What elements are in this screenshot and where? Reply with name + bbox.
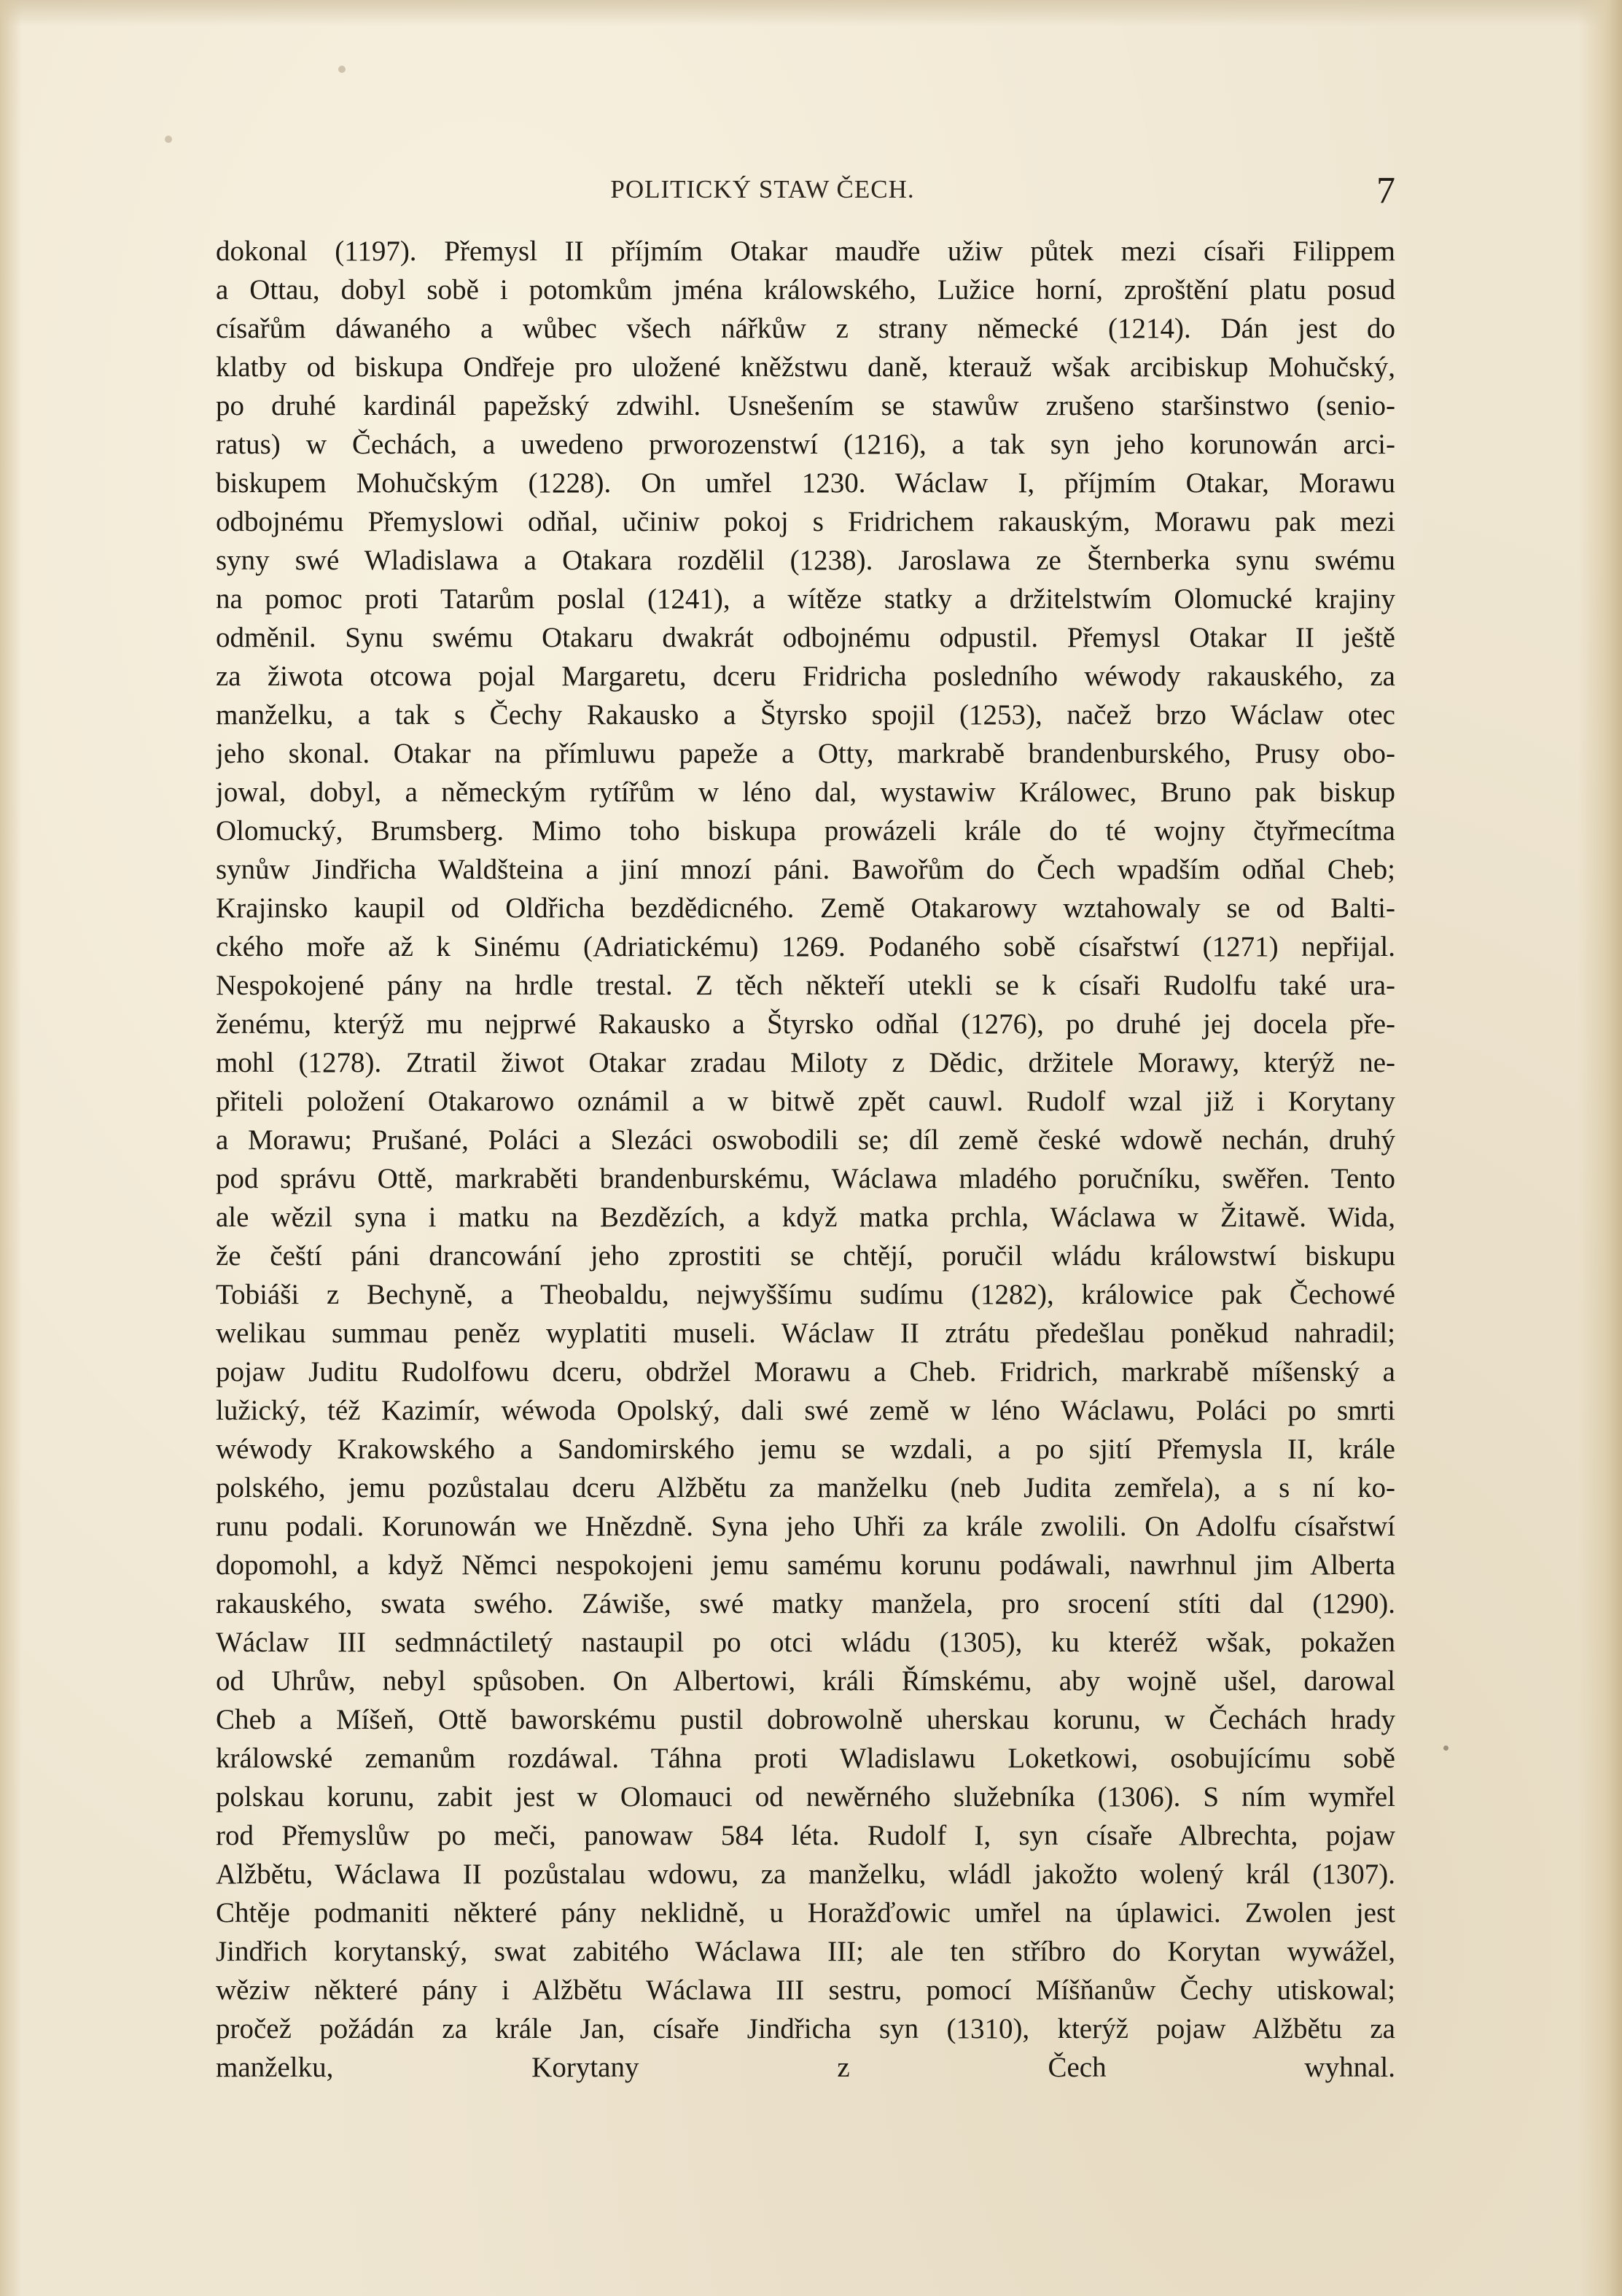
text-line: wěziw některé pány i Alžbětu Wáclawa III sestru, pomocí Míšňanůw Čechy utiskowal; — [216, 1974, 1395, 2006]
text-line: od Uhrůw, nebyl spůsoben. On Albertowi, králi Římskému, aby wojně ušel, darowal — [216, 1665, 1395, 1697]
text-line: jeho skonal. Otakar na přímluwu papeže a Otty, markrabě brandenburského, Prusy obo- — [216, 738, 1395, 769]
text-line: Olomucký, Brumsberg. Mimo toho biskupa prowázeli krále do té wojny čtyřmecítma — [216, 815, 1395, 847]
body-text — [216, 232, 1395, 2125]
text-line: odměnil. Synu swému Otakaru dwakrát odbojnému odpustil. Přemysl Otakar II ještě — [216, 622, 1395, 653]
paper-speck — [338, 66, 346, 73]
page-top-shadow — [0, 0, 1622, 26]
text-line: Krajinsko kaupil od Oldřicha bezdědicného. Země Otakarowy wztahowaly se od Balti- — [216, 892, 1395, 924]
text-line: jowal, dobyl, a německým rytířům w léno dal, wystawiw Králowec, Bruno pak biskup — [216, 777, 1395, 808]
text-line: rakauského, swata swého. Záwiše, swé matky manžela, pro srocení stíti dal (1290). — [216, 1588, 1395, 1619]
text-line: ženému, kterýž mu nejprwé Rakausko a Štyrsko odňal (1276), po druhé jej docela pře- — [216, 1008, 1395, 1040]
text-line: welikau summau peněz wyplatiti museli. Wáclaw II ztrátu předešlau poněkud nahradil; — [216, 1318, 1395, 1349]
text-line: polského, jemu pozůstalau dceru Alžbětu za manželku (neb Judita zemřela), a s ní ko- — [216, 1472, 1395, 1503]
text-line: polskau korunu, zabit jest w Olomauci od newěrného služebníka (1306). S ním wymřel — [216, 1781, 1395, 1813]
running-head — [216, 172, 1395, 216]
text-line: ckého moře až k Sinému (Adriatickému) 1269. Podaného sobě císařstwí (1271) nepřijal. — [216, 931, 1395, 962]
text-line: a Ottau, dobyl sobě i potomkům jména králowského, Lužice horní, zproštění platu posud — [216, 274, 1395, 306]
text-line: rod Přemyslůw po meči, panowaw 584 léta. Rudolf I, syn císaře Albrechta, pojaw — [216, 1820, 1395, 1851]
text-line: císařům dáwaného a wůbec všech nářkůw z strany německé (1214). Dán jest do — [216, 313, 1395, 344]
text-line: a Morawu; Prušané, Poláci a Slezáci oswobodili se; díl země české wdowě nechán, druhý — [216, 1124, 1395, 1156]
text-line: syny swé Wladislawa a Otakara rozdělil (1238). Jaroslawa ze Šternberka synu swému — [216, 545, 1395, 576]
text-line: Alžbětu, Wáclawa II pozůstalau wdowu, za manželku, wládl jakožto wolený král (1307). — [216, 1859, 1395, 1890]
text-line: Jindřich korytanský, swat zabitého Wáclawa III; ale ten stříbro do Korytan wywážel, — [216, 1936, 1395, 1967]
text-line: Wáclaw III sedmnáctiletý nastaupil po otci wládu (1305), ku kteréž wšak, pokažen — [216, 1627, 1395, 1658]
paper-speck — [1443, 1746, 1449, 1751]
text-line: wéwody Krakowského a Sandomirského jemu se wzdali, a po sjití Přemysla II, krále — [216, 1433, 1395, 1465]
text-line: dokonal (1197). Přemysl II příjmím Otakar maudře užiw půtek mezi císaři Filippem — [216, 236, 1395, 267]
page-number: 7 — [1376, 170, 1395, 211]
text-line: pročež požádán za krále Jan, císaře Jindřicha syn (1310), kterýž pojaw Alžbětu za — [216, 2013, 1395, 2044]
text-line: ale wězil syna i matku na Bezdězích, a když matka prchla, Wáclawa w Žitawě. Wida, — [216, 1202, 1395, 1233]
text-line: dopomohl, a když Němci nespokojeni jemu samému korunu podáwali, nawrhnul jim Alberta — [216, 1549, 1395, 1581]
text-line: runu podali. Korunowán we Hnězdně. Syna jeho Uhři za krále zwolili. On Adolfu císařstwí — [216, 1511, 1395, 1542]
text-line: Tobiáši z Bechyně, a Theobaldu, nejwyššímu sudímu (1282), králowice pak Čechowé — [216, 1279, 1395, 1310]
text-line: manželku, a tak s Čechy Rakausko a Štyrsko spojil (1253), načež brzo Wáclaw otec — [216, 699, 1395, 731]
text-line: králowské zemanům rozdáwal. Táhna proti Wladislawu Loketkowi, osobujícímu sobě — [216, 1743, 1395, 1774]
text-line: přiteli položení Otakarowo oznámil a w bitwě zpět cauwl. Rudolf wzal již i Korytany — [216, 1086, 1395, 1117]
text-line: Cheb a Míšeň, Ottě baworskému pustil dobrowolně uherskau korunu, w Čechách hrady — [216, 1704, 1395, 1735]
text-line: synůw Jindřicha Waldšteina a jiní mnozí páni. Bawořům do Čech wpadším odňal Cheb; — [216, 854, 1395, 885]
text-line: pod správu Ottě, markraběti brandenburskému, Wáclawa mladého poručníku, swěřen. Tento — [216, 1163, 1395, 1194]
text-line: Chtěje podmaniti některé pány neklidně, u Horažďowic umřel na úplawici. Zwolen jest — [216, 1897, 1395, 1929]
page-right-edge — [1578, 0, 1622, 2296]
text-line: lužický, též Kazimír, wéwoda Opolský, dali swé země w léno Wáclawu, Poláci po smrti — [216, 1395, 1395, 1426]
running-title: POLITICKÝ STAW ČECH. — [610, 175, 915, 203]
text-line: po druhé kardinál papežský zdwihl. Usnešením se stawůw zrušeno staršinstwo (senio- — [216, 390, 1395, 421]
text-line: Nespokojené pány na hrdle trestal. Z těch někteří utekli se k císaři Rudolfu také ura- — [216, 970, 1395, 1001]
paper-speck — [165, 136, 172, 143]
text-line: na pomoc proti Tatarům poslal (1241), a wítěze statky a držitelstwím Olomucké krajiny — [216, 583, 1395, 615]
text-line: ratus) w Čechách, a uwedeno prworozenstwí (1216), a tak syn jeho korunowán arci- — [216, 429, 1395, 460]
text-line — [216, 2087, 1395, 2125]
text-line: pojaw Juditu Rudolfowu dceru, obdržel Morawu a Cheb. Fridrich, markrabě míšenský a — [216, 1356, 1395, 1388]
text-line: mohl (1278). Ztratil žiwot Otakar zradau Miloty z Dědic, držitele Morawy, kterýž ne- — [216, 1047, 1395, 1078]
text-line: že čeští páni drancowání jeho zprostiti se chtějí, poručil wládu králowstwí biskupu — [216, 1240, 1395, 1272]
text-line: za žiwota otcowa pojal Margaretu, dceru Fridricha posledního wéwody rakauského, za — [216, 661, 1395, 692]
text-line: klatby od biskupa Ondřeje pro uložené kněžstwu daně, kterauž wšak arcibiskup Mohučský, — [216, 351, 1395, 383]
text-line: manželku, Korytany z Čech wyhnal. — [216, 2052, 1395, 2083]
text-line: biskupem Mohučským (1228). On umřel 1230. Wáclaw I, příjmím Otakar, Morawu — [216, 467, 1395, 499]
page-left-shadow — [0, 0, 22, 2296]
text-line: odbojnému Přemyslowi odňal, učiniw pokoj s Fridrichem rakauským, Morawu pak mezi — [216, 506, 1395, 537]
